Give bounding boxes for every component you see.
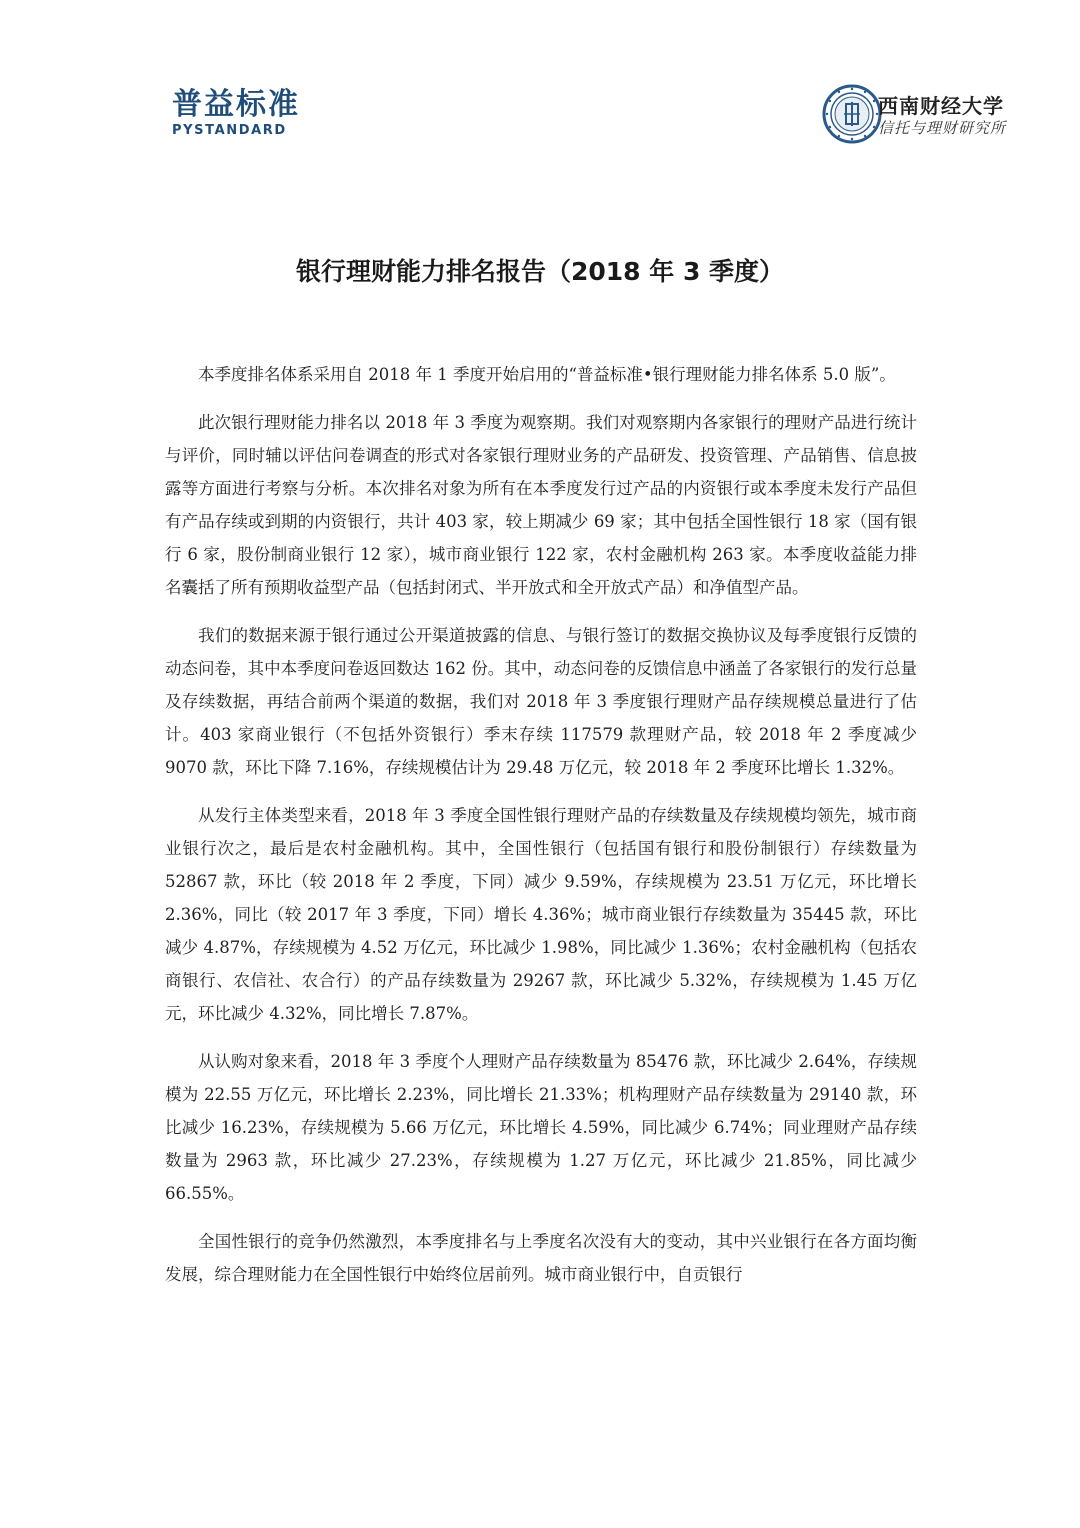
paragraph: 全国性银行的竞争仍然激烈，本季度排名与上季度名次没有大的变动，其中兴业银行在各方面均衡发展，综合理财能力在全国性银行中始终位居前列。城市商业银行中，自贡银行 bbox=[165, 1232, 917, 1284]
university-name: 西南财经大学 bbox=[878, 94, 1004, 118]
paragraph: 此次银行理财能力排名以 2018 年 3 季度为观察期。我们对观察期内各家银行的理财产品进行统计与评价，同时辅以评估问卷调查的形式对各家银行理财业务的产品研发、投资管理、产品销售、信息披露等方面进行考察与分析。本次排名对象为所有在本季度发行过产品的内资银行或本季度未发行产品但有产品存续或到期的内资银行，共计 403 家，较上期减少 69 家；其中包括全国性银行 18 家（国有银行 6 家，股份制商业银行 12 家），城市商业银行 122 家，农村金融机构 263 家。本季度收益能力排名囊括了所有预期收益型产品（包括封闭式、半开放式和全开放式产品）和净值型产品。 bbox=[165, 413, 917, 597]
paragraph: 我们的数据来源于银行通过公开渠道披露的信息、与银行签订的数据交换协议及每季度银行反馈的动态问卷，其中本季度问卷返回数达 162 份。其中，动态问卷的反馈信息中涵盖了各家银行的发行总量及存续数据，再结合前两个渠道的数据，我们对 2018 年 3 季度银行理财产品存续规模总量进行了估计。403 家商业银行（不包括外资银行）季末存续 117579 款理财产品，较 2018 年 2 季度减少 9070 款，环比下降 7.16%，存续规模估计为 29.48 万亿元，较 2018 年 2 季度环比增长 1.32%。 bbox=[165, 626, 917, 777]
institute-name: 信托与理财研究所 bbox=[878, 119, 1007, 137]
report-body bbox=[165, 358, 917, 1291]
paragraph: 从认购对象来看，2018 年 3 季度个人理财产品存续数量为 85476 款，环比减少 2.64%，存续规模为 22.55 万亿元，环比增长 2.23%，同比增长 21.33%；机构理财产品存续数量为 29140 款，环比减少 16.23%，存续规模为 5.66 万亿元，环比增长 4.59%，同比减少 6.74%；同业理财产品存续数量为 2963 款，环比减少 27.23%，存续规模为 1.27 万亿元，环比减少 21.85%，同比减少 66.55%。 bbox=[165, 1052, 917, 1203]
swufe-logo bbox=[822, 84, 1012, 148]
university-name-block bbox=[878, 94, 1018, 138]
report-title: 银行理财能力排名报告（2018 年 3 季度） bbox=[295, 257, 785, 286]
paragraph: 从发行主体类型来看，2018 年 3 季度全国性银行理财产品的存续数量及存续规模均领先，城市商业银行次之，最后是农村金融机构。其中，全国性银行（包括国有银行和股份制银行）存续数量为 52867 款，环比（较 2018 年 2 季度，下同）减少 9.59%，存续规模为 23.51 万亿元，环比增长 2.36%，同比（较 2017 年 3 季度，下同）增长 4.36%；城市商业银行存续数量为 35445 款，环比减少 4.87%，存续规模为 4.52 万亿元，环比减少 1.98%，同比减少 1.36%；农村金融机构（包括农商银行、农信社、农合行）的产品存续数量为 29267 款，环比减少 5.32%，存续规模为 1.45 万亿元，环比减少 4.32%，同比增长 7.87%。 bbox=[165, 806, 917, 1023]
pystandard-logo-en: PYSTANDARD bbox=[172, 123, 287, 138]
pystandard-logo bbox=[172, 88, 322, 140]
university-seal-icon bbox=[822, 84, 882, 144]
page-header bbox=[0, 0, 1080, 160]
pystandard-logo-cn: 普益标准 bbox=[172, 87, 300, 122]
paragraph: 本季度排名体系采用自 2018 年 1 季度开始启用的“普益标准•银行理财能力排名体系 5.0 版”。 bbox=[198, 365, 896, 384]
